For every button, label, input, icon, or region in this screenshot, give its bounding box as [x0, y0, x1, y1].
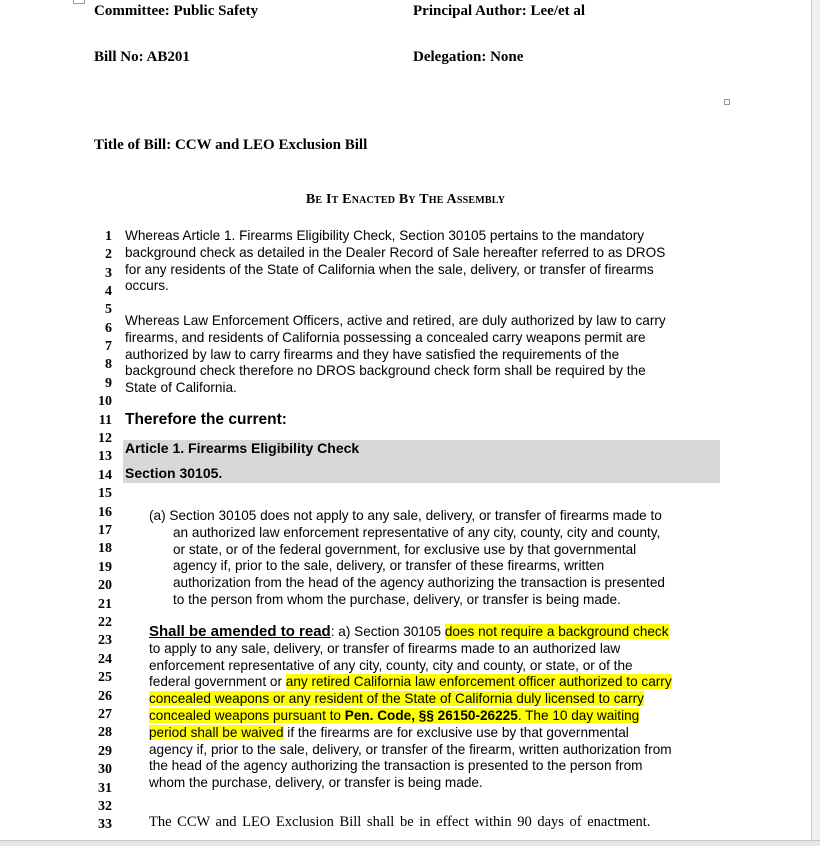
- enacting-clause: Be It Enacted By The Assembly: [305, 192, 506, 207]
- delegation-field: Delegation: None: [413, 49, 524, 65]
- principal-author-field: Principal Author: Lee/et al: [413, 3, 586, 19]
- text-line: or state, or of the federal government, for exclusive use by that governmental: [173, 541, 637, 557]
- line-number: 29: [98, 744, 112, 759]
- line-number: 21: [98, 597, 112, 612]
- line-number: 15: [98, 486, 112, 501]
- text-line: (a) Section 30105 does not apply to any sale, delivery, or transfer of firearms made to: [149, 508, 662, 523]
- text-line: background check as detailed in the Dealer Record of Sale hereafter referred to as DROS: [125, 244, 666, 260]
- line-number: 1: [105, 229, 112, 244]
- line-number: 13: [98, 449, 112, 464]
- text-run: : a) Section 30105: [330, 624, 445, 639]
- amended-statute-text: [149, 624, 724, 792]
- bill-title-field: Title of Bill: CCW and LEO Exclusion Bill: [94, 137, 368, 153]
- penal-code-citation: Pen. Code, §§ 26150-26225: [344, 707, 518, 723]
- text-line: [149, 725, 724, 742]
- text-line: the head of the agency authorizing the transaction is presented to the person from: [149, 758, 643, 774]
- line-number: 32: [98, 799, 112, 814]
- line-number: 33: [98, 817, 112, 832]
- text-line: to the person from whom the purchase, delivery, or transfer is being made.: [173, 591, 621, 607]
- line-number: 7: [105, 339, 112, 354]
- article-heading: Article 1. Firearms Eligibility Check: [125, 440, 360, 456]
- whereas-paragraph-1: [125, 228, 725, 295]
- text-line: State of California.: [125, 380, 237, 396]
- line-number: 16: [98, 505, 112, 520]
- line-number: 10: [98, 394, 112, 409]
- text-run: if the firearms are for exclusive use by that governmental: [283, 724, 629, 740]
- text-line: background check therefore no DROS background check form shall be required by the: [125, 363, 646, 379]
- text-line: authorization from the head of the agency authorizing the transaction is presented: [173, 575, 665, 591]
- line-number: 4: [105, 284, 112, 299]
- therefore-heading: Therefore the current:: [125, 411, 287, 428]
- text-line: Whereas Article 1. Firearms Eligibility Check, Section 30105 pertains to the mandatory: [125, 228, 645, 243]
- text-line: agency if, prior to the sale, delivery, or transfer of these firearms, written: [173, 558, 605, 574]
- line-number: 28: [98, 725, 112, 740]
- layout-marker: [73, 0, 85, 4]
- highlighted-text: concealed weapons pursuant to: [149, 707, 345, 723]
- window-scroll-edge: [811, 0, 820, 846]
- line-number: 6: [105, 321, 112, 336]
- highlighted-text: . The 10 day waiting: [517, 707, 640, 723]
- text-line: firearms, and residents of California possessing a concealed carry weapons permit are: [125, 329, 646, 345]
- current-statute-text: [149, 508, 724, 609]
- section-heading: Section 30105.: [125, 465, 223, 481]
- line-number: 30: [98, 762, 112, 777]
- line-number: 26: [98, 689, 112, 704]
- text-line: Whereas Law Enforcement Officers, active and retired, are duly authorized by law to carry: [125, 313, 666, 328]
- text-line: for any residents of the State of California when the sale, delivery, or transfer of firearms: [125, 261, 654, 277]
- highlighted-text: does not require a background check: [444, 624, 669, 639]
- text-line: an authorized law enforcement representative of any city, county, city and county,: [173, 524, 661, 540]
- effective-date-clause: The CCW and LEO Exclusion Bill shall be in effect within 90 days of enactment.: [149, 814, 651, 830]
- text-line: [149, 624, 724, 641]
- text-line: [149, 691, 724, 708]
- committee-field: Committee: Public Safety: [94, 3, 259, 19]
- whereas-paragraph-2: [125, 313, 725, 397]
- layout-marker: [724, 99, 730, 105]
- text-line: enforcement representative of any city, county, city and county, or state, or of the: [149, 657, 633, 673]
- line-number: 25: [98, 670, 112, 685]
- text-run: federal government or: [149, 674, 286, 690]
- line-number: 18: [98, 541, 112, 556]
- text-line: authorized by law to carry firearms and they have satisfied the requirements of the: [125, 346, 620, 362]
- line-number: 12: [98, 431, 112, 446]
- text-line: whom the purchase, delivery, or transfer is being made.: [149, 775, 483, 791]
- line-number: 8: [105, 357, 112, 372]
- line-number: 17: [98, 523, 112, 538]
- text-line: to apply to any sale, delivery, or transfer of firearms made to an authorized law: [149, 640, 621, 656]
- line-number: 2: [105, 247, 112, 262]
- line-number: 24: [98, 652, 112, 667]
- text-line: [149, 674, 724, 691]
- text-line: occurs.: [125, 278, 169, 294]
- highlighted-text: period shall be waived: [149, 724, 284, 740]
- highlighted-text: concealed weapons or any resident of the State of California duly licensed to carry: [149, 691, 644, 707]
- line-number: 20: [98, 578, 112, 593]
- line-number: 3: [105, 266, 112, 281]
- line-number: 22: [98, 615, 112, 630]
- line-number: 23: [98, 633, 112, 648]
- window-bottom-edge: [0, 840, 820, 846]
- text-line: agency if, prior to the sale, delivery, or transfer of the firearm, written authorization from: [149, 741, 672, 757]
- line-number: 31: [98, 781, 112, 796]
- line-number: 27: [98, 707, 112, 722]
- text-line: [149, 708, 724, 725]
- line-number: 19: [98, 560, 112, 575]
- highlighted-text: any retired California law enforcement officer authorized to carry: [285, 674, 672, 690]
- line-number: 11: [98, 413, 112, 428]
- line-number: 5: [105, 302, 112, 317]
- line-number: 9: [105, 376, 112, 391]
- line-number: 14: [98, 468, 112, 483]
- bill-number-field: Bill No: AB201: [94, 49, 190, 65]
- amended-label: Shall be amended to read: [149, 623, 331, 640]
